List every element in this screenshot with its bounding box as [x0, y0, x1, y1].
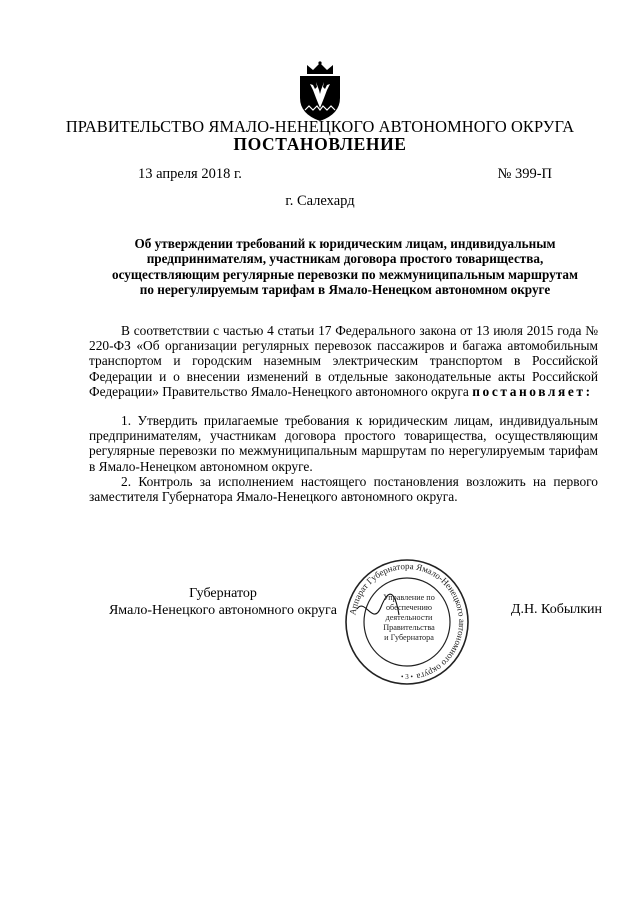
signer-name: Д.Н. Кобылкин	[510, 602, 602, 617]
item-paragraph-2: 2. Контроль за исполнением настоящего постановления возложить на первого заместителя Губернатора Ямало-Ненецкого автономного округа.	[89, 473, 598, 505]
stamp-ring-text-path: Аппарат Губернатора Ямало-Ненецкого автономного округа	[347, 560, 468, 683]
stamp-center-line-3: деятельности	[385, 613, 433, 622]
document-number: № 399-П	[497, 166, 552, 182]
stamp-center-line-5: и Губернатора	[384, 633, 434, 642]
signer-position	[89, 585, 357, 619]
document-date: 13 апреля 2018 г.	[138, 166, 242, 182]
signer-position-line-2: Ямало-Ненецкого автономного округа	[108, 603, 338, 618]
stamp-center-line-2: обеспечению	[385, 603, 433, 612]
document-type-title: ПОСТАНОВЛЕНИЕ	[233, 134, 407, 154]
decree-word: постановляет:	[472, 383, 593, 399]
stamp-center-line-4: Правительства	[383, 623, 435, 632]
signer-position-line-1: Губернатор	[189, 586, 257, 601]
stamp-center-line-1: Управление по	[383, 593, 435, 602]
government-title: ПРАВИТЕЛЬСТВО ЯМАЛО-НЕНЕЦКОГО АВТОНОМНОГО ОКРУГА	[65, 117, 575, 136]
document-subject: Об утверждении требований к юридическим лицам, индивидуальным предпринимателям, участникам договора простого товарищества, осуществляющим регулярные перевозки по межмуниципальным маршрутам по нерегулируемым тарифам в Ямало-Ненецком автономном округе	[112, 236, 578, 298]
preamble-paragraph	[89, 323, 598, 399]
document-city: г. Салехард	[285, 193, 355, 209]
preamble-text: В соответствии с частью 4 статьи 17 Федерального закона от 13 июля 2015 года № 220-ФЗ «Об организации регулярных перевозок пассажиров и багажа автомобильным транспортом и городским наземным электрическим транспортом в Российской Федерации и о внесении изменений в отдельные законодательные акты Российской Федерации» Правительство Ямало-Ненецкого автономного округа	[89, 323, 598, 399]
document-body	[89, 323, 598, 504]
stamp-bottom-text: • 3 •	[401, 673, 413, 681]
coat-of-arms-icon	[295, 60, 345, 122]
item-paragraph-1: 1. Утвердить прилагаемые требования к юридическим лицам, индивидуальным предпринимателям, участникам договора простого товарищества, осуществляющим регулярные перевозки по межмуниципальным маршрутам по нерегулируемым тарифам в Ямало-Ненецком автономном округе.	[89, 413, 598, 474]
official-stamp	[343, 557, 471, 687]
